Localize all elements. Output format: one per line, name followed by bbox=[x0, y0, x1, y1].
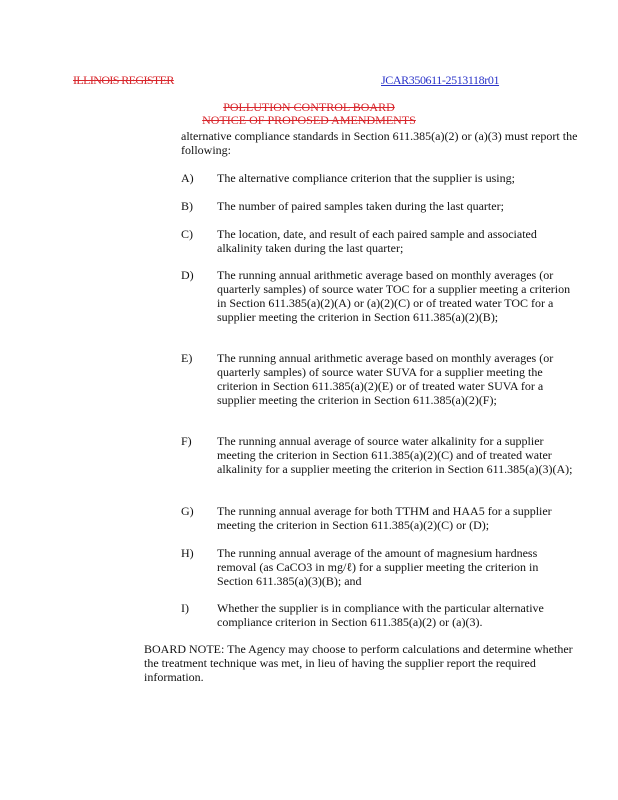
item-text: Whether the supplier is in compliance with the particular alternative compliance criterion in Section 611.385(a)(2) or (a)(3). bbox=[217, 601, 544, 629]
item-letter: B) bbox=[181, 199, 193, 213]
item-text: The running annual average of the amount of magnesium hardness removal (as CaCO3 in mg/ℓ) for a supplier meeting the criterion in Section 611.385(a)(3)(B); and bbox=[217, 546, 539, 588]
document-code[interactable]: JCAR350611-2513118r01 bbox=[381, 73, 500, 87]
agency-title: POLLUTION CONTROL BOARD bbox=[223, 100, 395, 114]
item-letter: E) bbox=[181, 351, 193, 365]
notice-title: NOTICE OF PROPOSED AMENDMENTS bbox=[202, 113, 416, 127]
item-letter: H) bbox=[181, 546, 194, 560]
register-header: ILLINOIS REGISTER bbox=[73, 73, 174, 87]
item-letter: C) bbox=[181, 227, 193, 241]
item-text: The location, date, and result of each paired sample and associated alkalinity taken during the last quarter; bbox=[217, 227, 537, 255]
intro-paragraph: alternative compliance standards in Section 611.385(a)(2) or (a)(3) must report the following: bbox=[181, 129, 578, 157]
item-letter: D) bbox=[181, 268, 194, 282]
item-text: The alternative compliance criterion that the supplier is using; bbox=[217, 171, 515, 185]
item-letter: A) bbox=[181, 171, 194, 185]
board-note: BOARD NOTE: The Agency may choose to perform calculations and determine whether the treatment technique was met, in lieu of having the supplier report the required information. bbox=[144, 642, 573, 684]
item-letter: G) bbox=[181, 504, 194, 518]
item-text: The running annual average of source water alkalinity for a supplier meeting the criterion in Section 611.385(a)(2)(C) and of treated water alkalinity for a supplier meeting the criterion in Section 611.385(a)(3)(A); bbox=[217, 434, 573, 476]
item-text: The running annual average for both TTHM and HAA5 for a supplier meeting the criterion in Section 611.385(a)(2)(C) or (D); bbox=[217, 504, 552, 532]
item-text: The running annual arithmetic average based on monthly averages (or quarterly samples) of source water TOC for a supplier meeting a criterion in Section 611.385(a)(2)(A) or (a)(2)(C) or of treated water TOC for a supplier meeting the criterion in Section 611.385(a)(2)(B); bbox=[217, 268, 571, 324]
item-text: The running annual arithmetic average based on monthly averages (or quarterly samples) of source water SUVA for a supplier meeting the criterion in Section 611.385(a)(2)(E) or of treated water SUVA for a supplier meeting the criterion in Section 611.385(a)(2)(F); bbox=[217, 351, 554, 407]
item-text: The number of paired samples taken during the last quarter; bbox=[217, 199, 504, 213]
item-letter: F) bbox=[181, 434, 192, 448]
item-letter: I) bbox=[181, 601, 189, 615]
